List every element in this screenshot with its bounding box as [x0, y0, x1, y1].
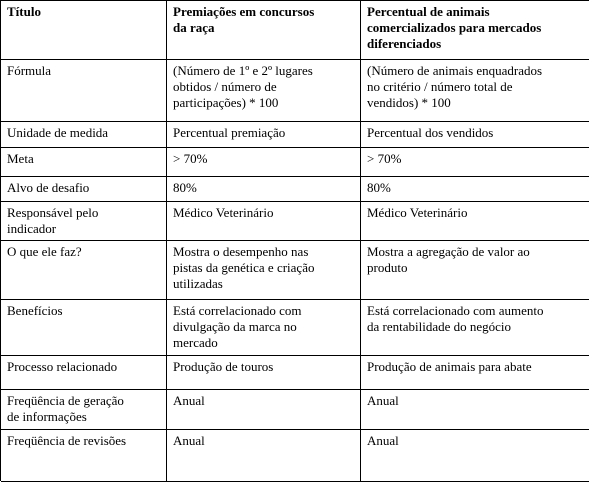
column-header-title: Título [1, 1, 167, 60]
row-label-process: Processo relacionado [1, 356, 167, 390]
row-label-review-frequency: Freqüência de revisões [1, 430, 167, 482]
table-cell: > 70% [361, 148, 589, 177]
table-cell: (Número de 1º e 2º lugares obtidos / número de participações) * 100 [167, 60, 361, 122]
row-label-benefits: Benefícios [1, 300, 167, 356]
row-label-responsible: Responsável pelo indicador [1, 202, 167, 241]
table-cell: 80% [361, 177, 589, 202]
table-cell: Está correlacionado com aumento da rentabilidade do negócio [361, 300, 589, 356]
table-cell: Produção de touros [167, 356, 361, 390]
table-cell: 80% [167, 177, 361, 202]
table-cell: Anual [167, 430, 361, 482]
table-cell: > 70% [167, 148, 361, 177]
table-cell: Médico Veterinário [167, 202, 361, 241]
row-label-purpose: O que ele faz? [1, 241, 167, 300]
table-cell: Percentual premiação [167, 122, 361, 148]
column-header-differentiated-markets: Percentual de animais comercializados para mercados diferenciados [361, 1, 589, 60]
row-label-unit: Unidade de medida [1, 122, 167, 148]
table-cell: Médico Veterinário [361, 202, 589, 241]
table-cell: Percentual dos vendidos [361, 122, 589, 148]
row-label-formula: Fórmula [1, 60, 167, 122]
table-cell: Anual [361, 390, 589, 430]
table-cell: Anual [167, 390, 361, 430]
table-cell: Produção de animais para abate [361, 356, 589, 390]
row-label-goal: Meta [1, 148, 167, 177]
table-cell: Mostra o desempenho nas pistas da genética e criação utilizadas [167, 241, 361, 300]
table-cell: Está correlacionado com divulgação da marca no mercado [167, 300, 361, 356]
column-header-awards: Premiações em concursos da raça [167, 1, 361, 60]
row-label-generation-frequency: Freqüência de geração de informações [1, 390, 167, 430]
row-label-challenge-target: Alvo de desafio [1, 177, 167, 202]
table-cell: Anual [361, 430, 589, 482]
table-cell: (Número de animais enquadrados no critério / número total de vendidos) * 100 [361, 60, 589, 122]
table-cell: Mostra a agregação de valor ao produto [361, 241, 589, 300]
